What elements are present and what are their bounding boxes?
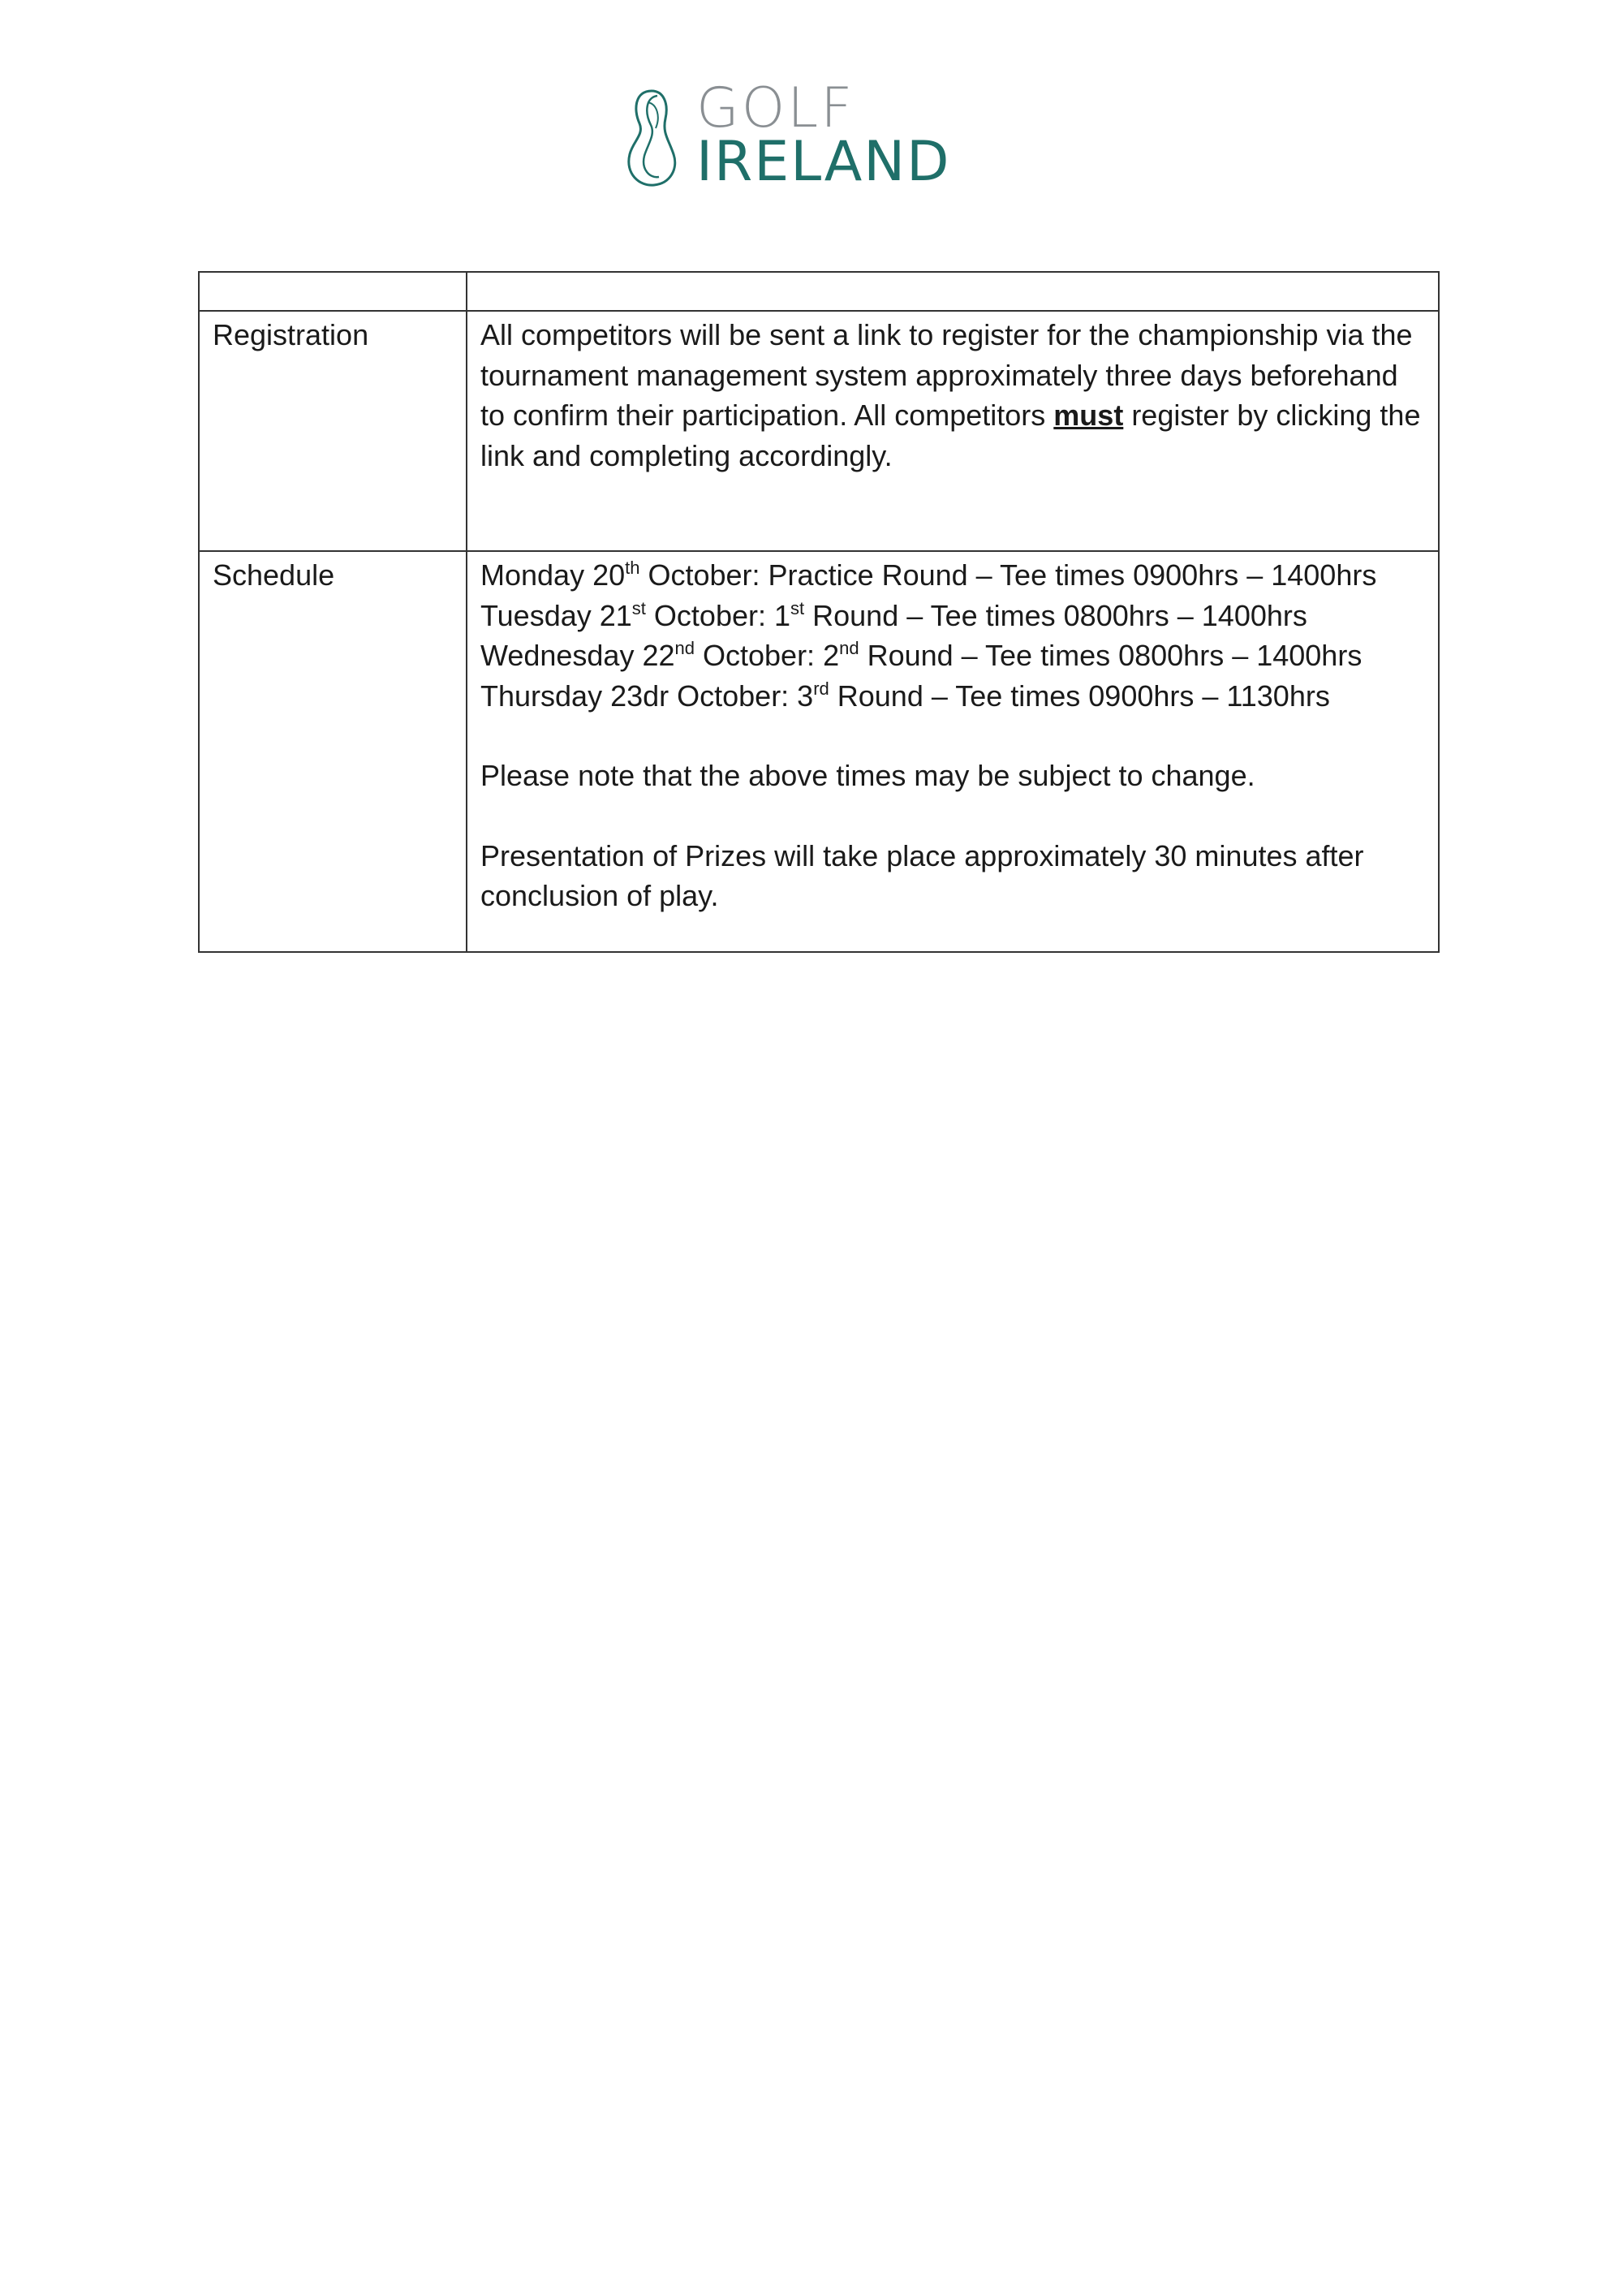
schedule-text <box>467 551 1439 952</box>
schedule-line-sup: nd <box>674 638 695 658</box>
golf-ireland-logo <box>615 76 972 195</box>
schedule-line-part: October: 1 <box>645 598 791 632</box>
schedule-line-part: Thursday 23dr October: 3 <box>480 678 814 713</box>
schedule-line-sup: nd <box>839 638 859 658</box>
table-header-row <box>199 272 1439 311</box>
schedule-line <box>480 635 1425 676</box>
schedule-line-part: Tuesday 21 <box>480 598 632 632</box>
logo-word-golf: GOLF <box>696 76 855 140</box>
schedule-line-part: Round – Tee times 0800hrs – 1400hrs <box>804 598 1307 632</box>
registration-text-after: register by clicking the link and completing accordingly. <box>480 398 1421 472</box>
schedule-line-part: Monday 20 <box>480 558 626 592</box>
schedule-line-part: October: Practice Round – Tee times 0900hrs – 1400hrs <box>639 558 1377 592</box>
golf-ireland-emblem-icon <box>615 84 688 190</box>
schedule-line-part: October: 2 <box>695 639 840 672</box>
schedule-line-sup: st <box>790 597 805 618</box>
logo-word-ireland: IRELAND <box>696 130 951 194</box>
registration-emphasis: must <box>1053 398 1124 432</box>
registration-label: Registration <box>199 311 467 551</box>
schedule-line <box>480 596 1425 636</box>
championship-info-table <box>198 271 1440 953</box>
registration-text <box>467 311 1439 551</box>
registration-text-before: All competitors will be sent a link to register for the championship via the tournament management system approximately three days beforehand to confirm their participation. All competitors <box>480 318 1413 432</box>
registration-row <box>199 311 1439 551</box>
schedule-line <box>480 555 1425 596</box>
header-cell-1 <box>199 272 467 311</box>
prizes-note: Presentation of Prizes will take place approximately 30 minutes after conclusion of play. <box>480 838 1364 912</box>
schedule-line-part: Round – Tee times 0900hrs – 1130hrs <box>829 678 1330 713</box>
header-cell-2 <box>467 272 1439 311</box>
schedule-line <box>480 676 1425 717</box>
registration-paragraph <box>480 315 1425 476</box>
schedule-line-part: Wednesday 22 <box>480 639 675 672</box>
schedule-line-sup: rd <box>813 678 829 699</box>
schedule-label: Schedule <box>199 551 467 952</box>
schedule-row <box>199 551 1439 952</box>
schedule-line-sup: st <box>631 597 646 618</box>
schedule-line-part: Round – Tee times 0800hrs – 1400hrs <box>859 639 1363 672</box>
schedule-note: Please note that the above times may be subject to change. <box>480 759 1255 792</box>
schedule-line-sup: th <box>625 558 640 578</box>
